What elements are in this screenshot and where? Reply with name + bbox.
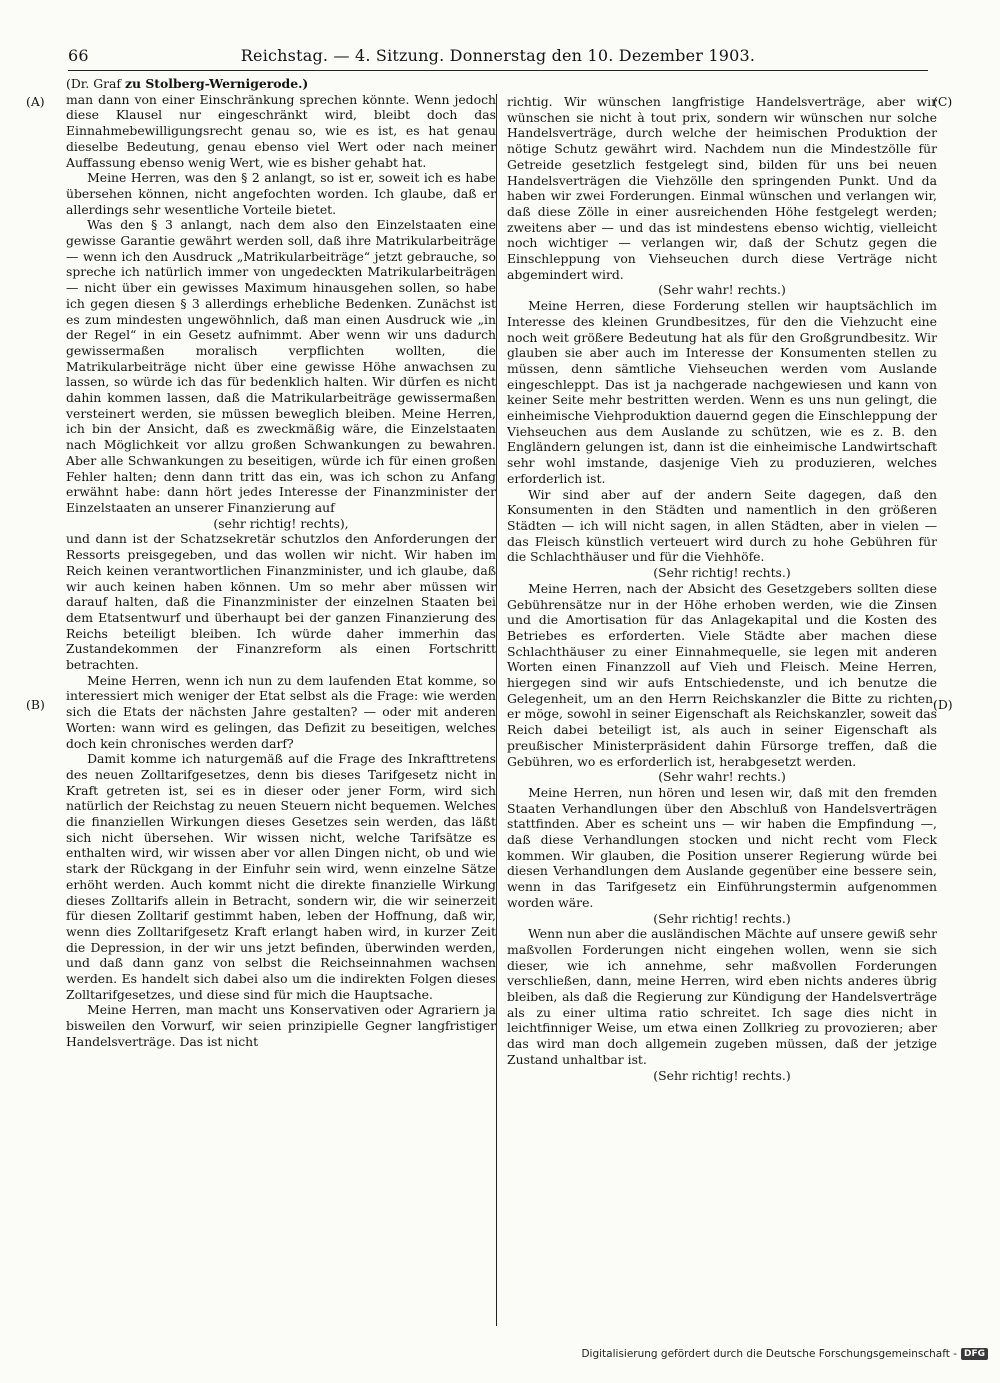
margin-marker-b: (B) — [26, 697, 45, 712]
speaker-name: zu Stolberg-Wernigerode.) — [124, 76, 309, 91]
paragraph: Meine Herren, nach der Absicht des Gesetzgebers sollten diese Gebührensätze nur in der Höhe erhoben werden, wie die Zinsen und die Amortisation für das Anlagekapital und die Kosten des Betriebes es erforderten. Viele Städte aber machen diese Schlachthäuser zu einer Einnahmequelle, sie legen mit anderen Worten einen Finanzzoll auf Vieh und Fleisch. Meine Herren, hiergegen sind wir aufs Entschiedenste, und ich benutze die Gelegenheit, um an den Herrn Reichskanzler die Bitte zu richten, er möge, sowohl in seiner Eigenschaft als Reichskanzler, soweit das Reich dabei beteiligt ist, als auch in seiner Eigenschaft als preußischer Ministerpräsident dahin Fürsorge treffen, daß die Gebühren, wo es erforderlich ist, herabgesetzt werden. — [507, 580, 937, 769]
paragraph: Meine Herren, wenn ich nun zu dem laufenden Etat komme, so interessiert mich weniger der Etat selbst als die Frage: wie werden sich die Etats der nächsten Jahre gestalten? — oder mit anderen Worten: wann wird es gelingen, das Defizit zu beseitigen, welches doch kein chronisches werden darf? — [66, 672, 496, 751]
paragraph: Meine Herren, was den § 2 anlangt, so ist er, soweit ich es habe übersehen können, nicht angefochten worden. Ich glaube, daß er allerdings sehr wesentliche Vorteile bietet. — [66, 170, 496, 217]
paragraph: Meine Herren, diese Forderung stellen wir hauptsächlich im Interesse des kleinen Grundbesitzes, für den die Viehzucht eine noch weit größere Bedeutung hat als für den Großgrundbesitz. Wir glauben sie aber auch im Interesse der Konsumenten stellen zu müssen, denn sämtliche Viehseuchen werden vom Auslande eingeschleppt. Das ist ja nachgerade nachgewiesen und kann von keiner Seite mehr bestritten werden. Wenn es uns nun gelingt, die einheimische Viehproduktion dauernd gegen die Einschleppung der Viehseuchen aus dem Auslande zu schützen, wie es z. B. den Engländern gelungen ist, dann ist die einheimische Landwirtschaft sehr wohl imstande, dasjenige Vieh zu produzieren, welches erforderlich ist. — [507, 298, 937, 486]
interjection: (Sehr richtig! rechts.) — [653, 1067, 791, 1083]
paragraph: Meine Herren, man macht uns Konservativen oder Agrariern ja bisweilen den Vorwurf, wir seien prinzipielle Gegner langfristiger Handelsverträge. Das ist nicht — [66, 1002, 496, 1049]
left-column — [66, 76, 496, 1050]
paragraph: richtig. Wir wünschen langfristige Handelsverträge, aber wir wünschen sie nicht à tout prix, sondern wir wünschen nur solche Handelsverträge, durch welche der heimischen Produktion der nötige Schutz gewährt wird. Nachdem nun die Mindestzölle für Getreide gesetzlich festgelegt sind, bilden für uns bei neuen Handelsverträgen die Viehzölle den springenden Punkt. Und da haben wir zwei Forderungen. Einmal wünschen und verlangen wir, daß diese Zölle in einer ausreichenden Höhe festgelegt werden; zweitens aber — und das ist mindestens ebenso wichtig, vielleicht noch wichtiger — verlangen wir, daß der Schutz gegen die Einschleppung von Viehseuchen durch diese Verträge nicht abgemindert wird. — [507, 94, 937, 282]
interjection: (Sehr richtig! rechts.) — [653, 565, 791, 581]
paragraph: man dann von einer Einschränkung sprechen könnte. Wenn jedoch diese Klausel nur eingeschränkt wird, bleibt doch das Einnahmebewilligungsrecht genau so, wie es ist, es hat genau dieselbe Bedeutung, genau ebenso viel Wert oder nach meiner Auffassung ebenso wenig Wert, wie es bisher gehabt hat. — [66, 91, 496, 170]
paragraph: Wenn nun aber die ausländischen Mächte auf unsere gewiß sehr maßvollen Forderungen nicht eingehen wollen, wenn sie sich dieser, wie ich annehme, sehr maßvollen Forderungen verschließen, dann, meine Herren, wird eben nichts anderes übrig bleiben, als daß die Regierung zur Kündigung der Handelsverträge als zu einer ultima ratio schreitet. Ich sage dies nicht in leichtfinniger Weise, um etwa einen Zollkrieg zu provozieren; aber das wird man doch allgemein zugeben müssen, daß der jetzige Zustand unhaltbar ist. — [507, 926, 937, 1067]
margin-marker-d: (D) — [933, 697, 953, 712]
paragraph: Damit komme ich naturgemäß auf die Frage des Inkrafttretens des neuen Zolltarifgesetzes, denn bis dieses Tarifgesetz nicht in Kraft getreten ist, sei es in dieser oder jener Form, wird sich natürlich der Reichstag zu neuen Steuern nicht bequemen. Welches die finanziellen Wirkungen dieses Gesetzes sein werden, das läßt sich nicht übersehen. Wir wissen nicht, welche Tarifsätze es enthalten wird, wir wissen aber vor allen Dingen nicht, ob und wie stark der Rückgang in der Einfuhr sein wird, wenn einzelne Sätze erhöht werden. Auch kommt nicht die direkte finanzielle Wirkung dieses Zolltarifs allein in Betracht, sondern wir, die wir seinerzeit für diesen Zolltarif gestimmt haben, leben der Hoffnung, daß wir, wenn dies Zolltarifgesetz Kraft erlangt haben wird, in kurzer Zeit die Depression, in der wir uns jetzt befinden, überwinden werden, und daß dann ganz von selbst die Reichseinnahmen wachsen werden. Es handelt sich dabei also um die indirekten Folgen dieses Zolltarifgesetzes, und diese sind für mich die Hauptsache. — [66, 751, 496, 1002]
paragraph: Meine Herren, nun hören und lesen wir, daß mit den fremden Staaten Verhandlungen über den Abschluß von Handelsverträgen stattfinden. Aber es scheint uns — wir haben die Empfindung —, daß diese Verhandlungen stocken und nicht recht vom Fleck kommen. Wir glauben, die Position unserer Regierung würde bei diesen Verhandlungen dem Auslande gegenüber eine bessere sein, wenn in das Tarifgesetz ein Einführungstermin aufgenommen worden wäre. — [507, 784, 937, 910]
margin-marker-c: (C) — [933, 94, 953, 109]
page-number: 66 — [68, 46, 89, 65]
speaker-prefix: (Dr. Graf — [66, 76, 122, 91]
margin-marker-a: (A) — [26, 94, 45, 109]
credit-text: Digitalisierung gefördert durch die Deutsche Forschungsgemeinschaft - — [581, 1348, 957, 1360]
paragraph: Wir sind aber auf der andern Seite dagegen, daß den Konsumenten in den Städten und namentlich in den größeren Städten — ich will nicht sagen, in allen Städten, aber in vielen — das Fleisch künstlich verteuert wird durch zu hohe Gebühren für die Schlachthäuser und für die Viehhöfe. — [507, 486, 937, 565]
interjection: (Sehr wahr! rechts.) — [658, 769, 786, 785]
paragraph: und dann ist der Schatzsekretär schutzlos den Anforderungen der Ressorts preisgegeben, und das wollen wir nicht. Wir haben im Reich keinen verantwortlichen Finanzminister, und ich glaube, daß wir auch keinen haben können. Um so mehr aber müssen wir darauf halten, daß die Finanzminister der einzelnen Staaten bei dem Etatsentwurf und überhaupt bei der ganzen Finanzierung des Reichs beteiligt bleiben. Ich würde daher immerhin das Zustandekommen der Finanzreform als einen Fortschritt betrachten. — [66, 531, 496, 673]
dfg-logo: DFG — [961, 1348, 988, 1360]
column-divider — [496, 94, 497, 1326]
interjection: (Sehr richtig! rechts.) — [653, 910, 791, 926]
running-head: Reichstag. — 4. Sitzung. Donnerstag den 10. Dezember 1903. — [240, 46, 756, 65]
paragraph: Was den § 3 anlangt, nach dem also den Einzelstaaten eine gewisse Garantie gewährt werden soll, daß ihre Matrikularbeiträge — wenn ich den Ausdruck „Matrikularbeiträge“ jetzt gebrauche, so spreche ich natürlich immer von ungedeckten Matrikularbeiträgen — nicht über ein gewisses Maximum hinausgehen sollen, so habe ich gegen diesen § 3 allerdings erhebliche Bedenken. Zunächst ist es zum mindesten ungewöhnlich, daß man einen Ausdruck wie „in der Regel“ in ein Gesetz aufnimmt. Aber wenn wir uns dadurch gewissermaßen moralisch verpflichten wollten, die Matrikularbeiträge nicht über eine gewisse Höhe anwachsen zu lassen, so würde ich das für bedenklich halten. Wir dürfen es nicht dahin kommen lassen, daß die Matrikularbeiträge gewissermaßen versteinert werden, sie müssen beweglich bleiben. Meine Herren, ich bin der Ansicht, daß es zweckmäßig wäre, die Einzelstaaten nach Möglichkeit vor allzu großen Schwankungen zu bewahren. Aber alle Schwankungen zu beseitigen, würde ich für einen großen Fehler halten; denn dann tritt das ein, was ich schon zu Anfang erwähnt habe: dann hört jedes Interesse der Finanzminister der Einzelstaaten an unserer Finanzierung auf — [66, 217, 496, 515]
speaker-line — [66, 76, 496, 92]
digitization-credit — [581, 1348, 988, 1360]
page-header — [68, 44, 928, 71]
interjection: (Sehr wahr! rechts.) — [658, 282, 786, 298]
right-column — [507, 94, 937, 1083]
interjection: (sehr richtig! rechts), — [213, 515, 349, 531]
